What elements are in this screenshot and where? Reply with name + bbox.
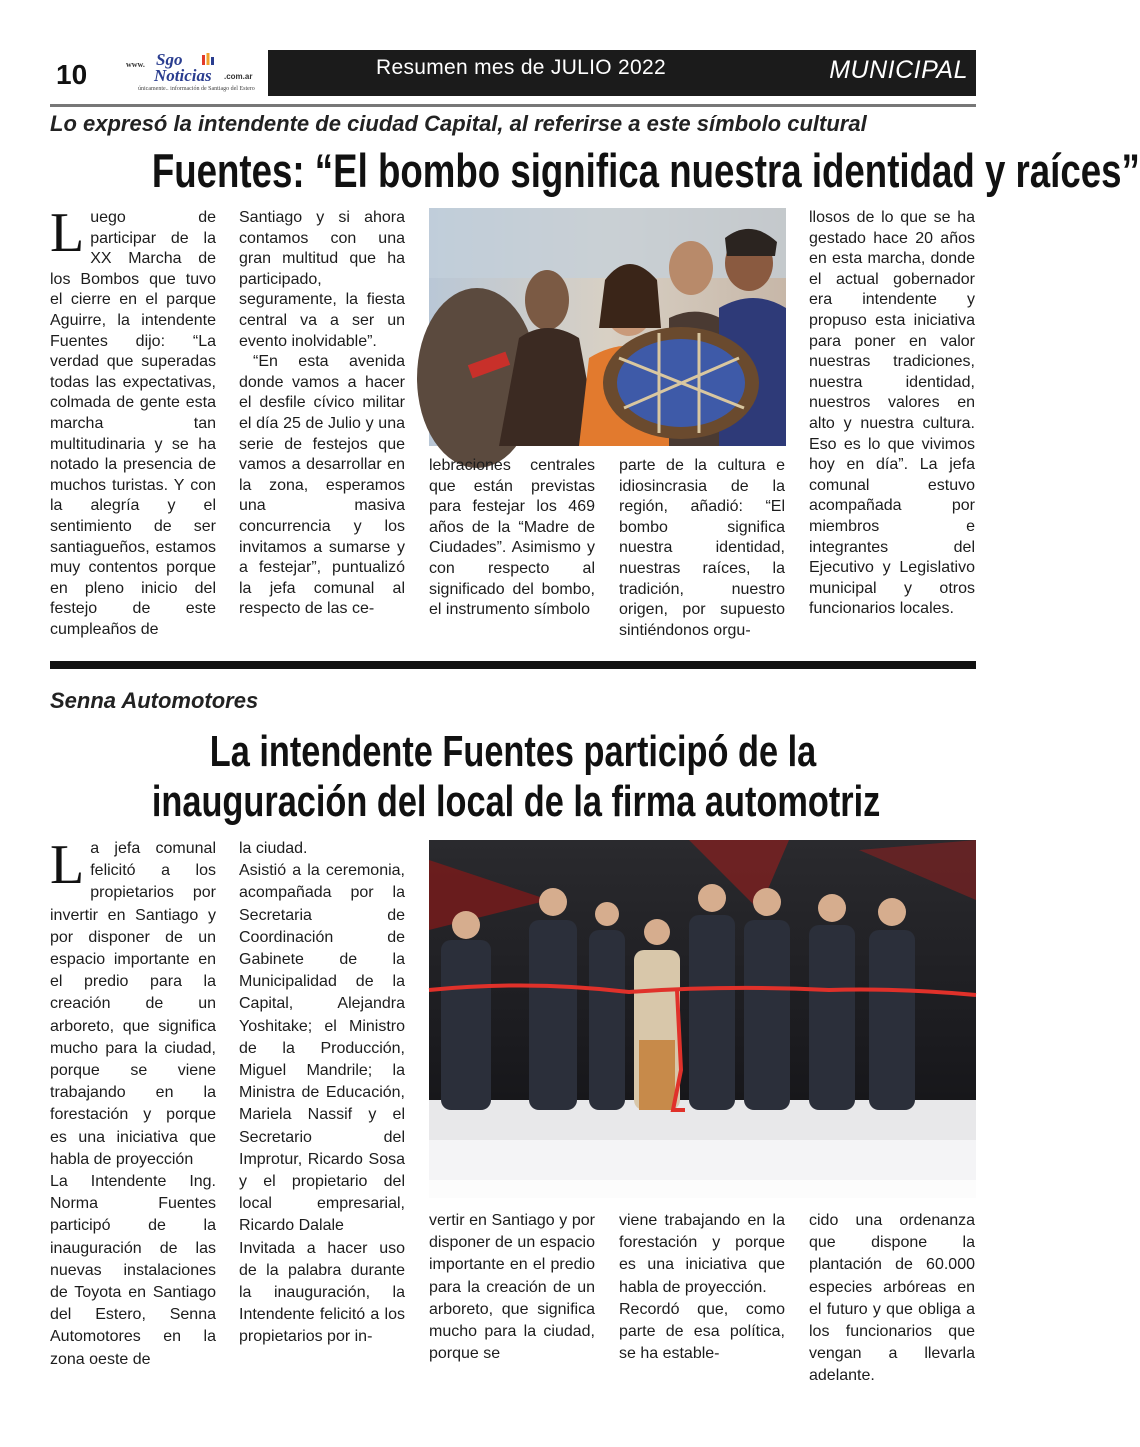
article2-column-1 bbox=[50, 834, 216, 1371]
article1-col2-para2: “En esta avenida donde vamos a hacer el desfile cívico militar el día 25 de Julio y una serie de festejos que vamos a desarrollar en la zona, esperamos una masiva concurrencia y los invitamos a sumarse y a festejar”, puntualizó la jefa comunal al respecto de las ce- bbox=[239, 353, 405, 618]
issue-month: Resumen mes de JULIO 2022 bbox=[376, 56, 666, 79]
header-bar bbox=[268, 50, 976, 96]
logo-noticias: Noticias bbox=[154, 66, 212, 85]
article2-col2-para3: Invitada a hacer uso de la palabra durante la inauguración, la Intendente felicitó a los propietarios por in- bbox=[239, 1239, 405, 1346]
article1-column-3: lebraciones centrales que están previstas para festejar los 469 años de la “Madre de Ciudades”. Asimismo y con respecto al significado del bombo, el instrumento símbolo bbox=[429, 457, 595, 619]
section-name: MUNICIPAL bbox=[829, 56, 968, 84]
article2-column-3: vertir en Santiago y por disponer de un espacio importante en el predio para la creación de un arboreto, que significa mucho para la ciudad, porque se bbox=[429, 1212, 595, 1363]
logo-sgo: Sgo bbox=[156, 50, 183, 69]
ribbon-cutting-photo bbox=[429, 840, 976, 1198]
article1-column-2 bbox=[239, 208, 405, 620]
article-divider bbox=[50, 661, 976, 669]
article1-dropcap: L bbox=[50, 202, 85, 264]
article1-headline: Fuentes: “El bombo significa nuestra identidad y raíces” bbox=[151, 144, 1140, 197]
logo-bars-icon bbox=[201, 52, 215, 66]
article2-headline-line2: inauguración del local de la firma automotriz bbox=[151, 777, 881, 826]
logo-tagline: únicamente.. información de Santiago del Estero bbox=[138, 86, 255, 92]
logo-domain: .com.ar bbox=[224, 72, 253, 81]
article2-col4-para1: viene trabajando en la forestación y porque es una iniciativa que habla de proyección. bbox=[619, 1212, 785, 1296]
article2-col2-para2: Asistió a la ceremonia, acompañada por la Secretaria de Coordinación de Gabinete de la Municipalidad de la Capital, Alejandra Yoshitake; el Ministro de la Producción, Miguel Mandrile; la Ministra de Educación, Mariela Nassif y el Secretario del Improtur, Ricardo Sosa y el propietario del local empresarial, Ricardo Dalale bbox=[239, 862, 405, 1235]
article2-headline bbox=[151, 727, 881, 827]
header-rule bbox=[50, 104, 976, 107]
article1-column-5: llosos de lo que se ha gestado hace 20 años en esta marcha, donde el actual gobernador era intendente y propuso esta iniciativa para poner en valor nuestras tradiciones, nuestra identidad, nuestros valores en alto y nuestra cultura. Eso es lo que vivimos hoy en día”. La jefa comunal estuvo acompañada por miembros e integrantes del Ejecutivo y Legislativo municipal y otros funcionarios locales. bbox=[809, 209, 975, 618]
article1-col2-para1: Santiago y si ahora contamos con una gran multitud que ha participado, seguramente, la fiesta central va a ser un evento inolvidable”. bbox=[239, 209, 405, 350]
bombo-photo bbox=[429, 208, 786, 446]
article2-dropcap: L bbox=[50, 834, 85, 896]
article2-column-4 bbox=[619, 1210, 785, 1365]
article2-col2-para1: la ciudad. bbox=[239, 840, 308, 857]
article2-col1-para1: a jefa comunal felicitó a los propietarios por invertir en Santiago y por disponer de un espacio importante en el predio para la creación de un arboreto, que significa mucho para la ciudad, porque se viene trabajando en la forestación y porque es una iniciativa que habla de proyección bbox=[50, 840, 216, 1168]
logo-www: www. bbox=[126, 60, 145, 69]
article2-col1-para2: La Intendente Ing. Norma Fuentes participó de la inauguración de las nuevas instalaciones de Toyota en Santiago del Estero, Senna Automotores en la zona oeste de bbox=[50, 1173, 216, 1368]
article1-col1-text: uego de participar de la XX Marcha de los Bombos que tuvo el cierre en el parque Aguirre, la intendente Fuentes dijo: “La verdad que superadas todas las expectativas, colmada de gente esta marcha tan multitudinaria y se ha notado la presencia de muchos turistas. Y con la alegría y el sentimiento de ser santiagueños, estamos muy contentos porque en pleno inicio del festejo de este cumpleaños de bbox=[50, 209, 216, 638]
article2-kicker: Senna Automotores bbox=[50, 688, 259, 713]
sgo-noticias-logo bbox=[124, 50, 266, 96]
article2-col4-para2: Recordó que, como parte de esa política, se ha estable- bbox=[619, 1300, 785, 1363]
article1-column-4: parte de la cultura e idiosincrasia de la región, añadió: “El bombo significa nuestra identidad, nuestras raíces, la tradición, nuestro origen, por supuesto sintiéndonos orgu- bbox=[619, 457, 785, 639]
page-number: 10 bbox=[56, 59, 88, 90]
article2-headline-line1: La intendente Fuentes participó de la bbox=[209, 727, 817, 776]
article2-column-5: cido una ordenanza que dispone la plantación de 60.000 especies arbóreas en el futuro y que obliga a los funcionarios que vengan a llevarla adelante. bbox=[809, 1212, 975, 1385]
article1-kicker: Lo expresó la intendente de ciudad Capital, al referirse a este símbolo cultural bbox=[50, 111, 867, 136]
article1-column-1 bbox=[50, 202, 216, 640]
article2-column-2 bbox=[239, 838, 405, 1349]
